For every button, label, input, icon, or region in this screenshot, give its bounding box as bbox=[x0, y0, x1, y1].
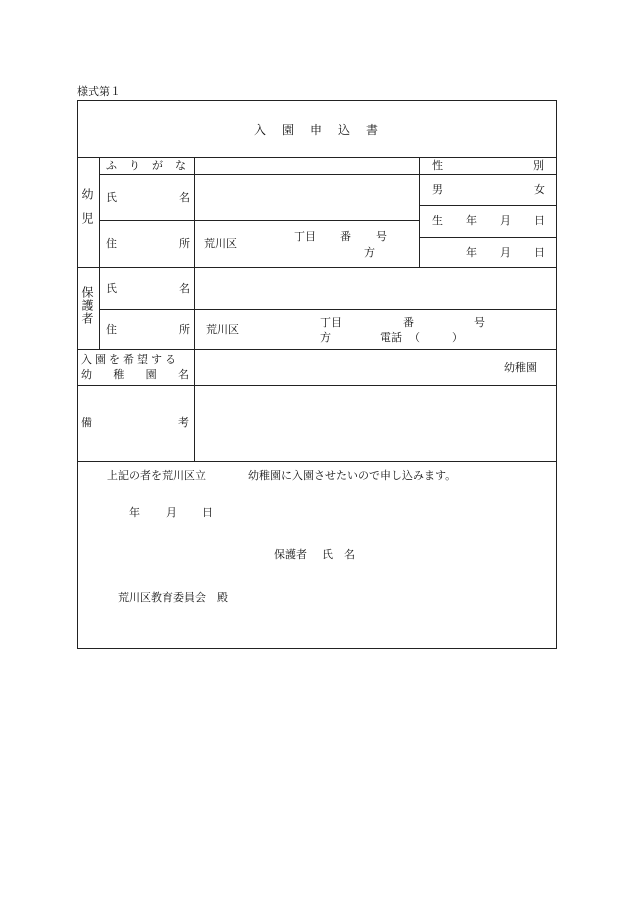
kindergarten-label-line2: 幼 稚 園 名 bbox=[81, 368, 189, 381]
guardian-phone-label: 電話 bbox=[380, 331, 402, 344]
guardian-address-label: 住 所 bbox=[106, 323, 190, 336]
birth-year-label-2: 年 bbox=[466, 246, 477, 259]
rule-remarks-bottom bbox=[77, 461, 557, 462]
guardian-name-field[interactable] bbox=[196, 269, 555, 307]
birth-day-label-1: 日 bbox=[534, 214, 545, 227]
declaration-guardian-label: 保護者 bbox=[274, 548, 307, 561]
kindergarten-suffix: 幼稚園 bbox=[504, 361, 537, 374]
child-address-ward: 荒川区 bbox=[204, 237, 237, 250]
guardian-address-ward: 荒川区 bbox=[206, 323, 239, 336]
guardian-address-go: 号 bbox=[474, 316, 485, 329]
sex-option-female[interactable]: 女 bbox=[534, 183, 545, 196]
rule-sex-birth-column bbox=[419, 157, 420, 267]
child-address-go: 号 bbox=[376, 230, 387, 243]
rule-child-section-bottom bbox=[77, 267, 557, 268]
remarks-label: 備 考 bbox=[81, 416, 189, 429]
sex-header: 性 別 bbox=[432, 159, 544, 172]
declaration-name-label: 氏 名 bbox=[322, 548, 355, 561]
rule-furigana-bottom bbox=[99, 174, 557, 175]
child-name-field[interactable] bbox=[196, 176, 417, 218]
rule-sex-bottom bbox=[419, 205, 557, 206]
birth-day-label-2: 日 bbox=[534, 246, 545, 259]
child-furigana-text: ふりがな bbox=[106, 159, 198, 172]
rule-birth-mid bbox=[419, 237, 557, 238]
declaration-addressee: 荒川区教育委員会 殿 bbox=[118, 591, 228, 604]
rule-section-label-column bbox=[99, 157, 100, 349]
child-address-label: 住 所 bbox=[106, 237, 190, 250]
guardian-address-field[interactable] bbox=[245, 311, 553, 347]
form-number-label: 様式第１ bbox=[77, 85, 121, 98]
guardian-phone-paren-close: ） bbox=[452, 331, 463, 344]
child-address-ban: 番 bbox=[340, 230, 351, 243]
declaration-month: 月 bbox=[166, 506, 177, 519]
child-furigana-field[interactable] bbox=[196, 159, 417, 173]
kindergarten-name-field[interactable] bbox=[196, 351, 496, 383]
declaration-text-before: 上記の者を荒川区立 bbox=[107, 469, 206, 482]
child-address-kata: 方 bbox=[364, 246, 375, 259]
guardian-section-label: 保護者 bbox=[80, 286, 94, 325]
guardian-address-ban: 番 bbox=[403, 316, 414, 329]
form-title: 入 園 申 込 書 bbox=[253, 123, 380, 137]
birth-month-label-2: 月 bbox=[500, 246, 511, 259]
birth-year-label-1: 年 bbox=[466, 214, 477, 227]
child-address-chome: 丁目 bbox=[294, 230, 316, 243]
remarks-field[interactable] bbox=[196, 387, 555, 459]
child-section-label: 幼児 bbox=[80, 188, 94, 236]
kindergarten-label-line1: 入園を希望する bbox=[81, 353, 179, 366]
rule-guardian-section-bottom bbox=[77, 349, 557, 350]
birth-month-label-1: 月 bbox=[500, 214, 511, 227]
rule-guardian-name-bottom bbox=[99, 309, 557, 310]
declaration-day: 日 bbox=[202, 506, 213, 519]
child-name-label: 氏 名 bbox=[106, 191, 190, 204]
guardian-name-label: 氏 名 bbox=[106, 282, 190, 295]
declaration-text-after: 幼稚園に入園させたいので申し込みます。 bbox=[248, 469, 457, 482]
guardian-address-kata: 方 bbox=[320, 331, 331, 344]
rule-kindergarten-bottom bbox=[77, 385, 557, 386]
declaration-year: 年 bbox=[129, 506, 140, 519]
rule-field-label-column bbox=[194, 157, 195, 461]
guardian-phone-paren-open: （ bbox=[409, 331, 420, 344]
guardian-address-chome: 丁目 bbox=[320, 316, 342, 329]
rule-title-bottom bbox=[77, 157, 557, 158]
child-address-field[interactable] bbox=[240, 222, 415, 265]
rule-child-name-bottom bbox=[99, 220, 419, 221]
child-furigana-label bbox=[106, 159, 198, 172]
birth-prefix: 生 bbox=[432, 214, 443, 227]
sex-option-male[interactable]: 男 bbox=[432, 183, 443, 196]
